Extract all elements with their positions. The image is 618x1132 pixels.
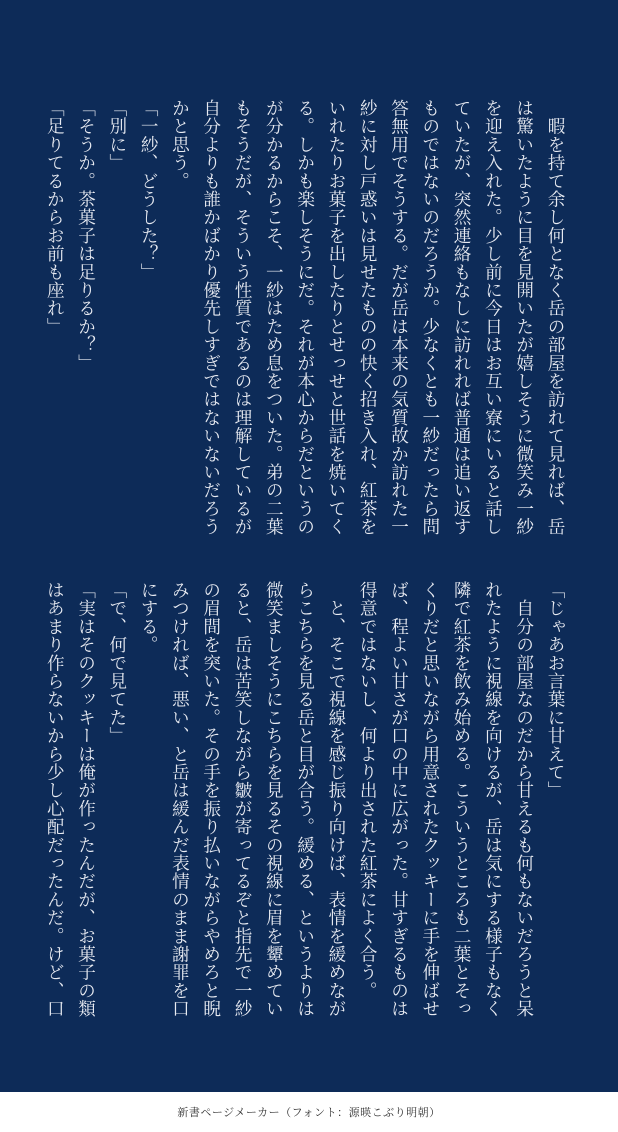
text-line: 「実はそのクッキーは俺が作ったんだが、お菓子の類 bbox=[75, 581, 96, 1018]
text-line: 「そうか。茶菓子は足りるか？」 bbox=[75, 99, 96, 372]
text-line: 答無用でそうする。だが岳は本来の気質故か訪れた一 bbox=[388, 99, 409, 536]
text-line: 「じゃあお言葉に甘えて」 bbox=[545, 581, 565, 800]
text-line: ば、程よい甘さが口の中に広がった。甘すぎるものは bbox=[388, 581, 409, 1018]
text-line: の眉間を突いた。その手を振り払いながらやめろと睨 bbox=[200, 581, 221, 1018]
text-line: もそうだが、そういう性質であるのは理解しているが bbox=[232, 99, 253, 536]
text-line: と、そこで視線を感じ振り向けば、表情を緩めなが bbox=[325, 581, 346, 1018]
text-block-bottom bbox=[38, 581, 570, 1018]
text-line: を迎え入れた。少し前に今日はお互い寮にいると話し bbox=[482, 99, 503, 536]
text-line: 「で、何で見てた」 bbox=[106, 581, 127, 745]
text-line: が分かるからこそ、一紗はため息をついた。弟の二葉 bbox=[263, 99, 284, 536]
text-line: 「一紗、どうした？」 bbox=[138, 99, 159, 281]
text-line: かと思う。 bbox=[169, 99, 190, 190]
text-line: 「足りてるからお前も座れ」 bbox=[44, 99, 65, 336]
text-line: 隣で紅茶を飲み始める。こういうところも二葉とそっ bbox=[451, 581, 472, 1018]
text-line: 得意ではないし、何より出された紅茶によく合う。 bbox=[357, 581, 378, 1000]
text-line: はあまり作らないから少し心配だったんだ。けど、口 bbox=[44, 581, 65, 1018]
text-line: くりだと思いながら用意されたクッキーに手を伸ばせ bbox=[419, 581, 440, 1018]
footer-credit: 新書ページメーカー（フォント：源暎こぶり明朝） bbox=[177, 1106, 441, 1119]
text-line: らこちらを見る岳と目が合う。緩める、というよりは bbox=[294, 581, 315, 1018]
text-line: ると、岳は苦笑しながら皺が寄ってるぞと指先で一紗 bbox=[232, 581, 253, 1018]
text-line: 紗に対し戸惑いは見せたものの快く招き入れ、紅茶を bbox=[357, 99, 378, 536]
text-line: にする。 bbox=[138, 581, 159, 654]
text-line: 自分よりも誰かばかり優先しすぎではないないだろう bbox=[200, 99, 221, 536]
text-line: る。しかも楽しそうにだ。それが本心からだというの bbox=[294, 99, 315, 536]
text-line: 自分の部屋なのだから甘えるも何もないだろうと呆 bbox=[513, 581, 534, 1018]
text-line: 暇を持て余し何となく岳の部屋を訪れて見れば、岳 bbox=[545, 99, 565, 536]
text-line: は驚いたように目を見開いたが嬉しそうに微笑み一紗 bbox=[513, 99, 534, 536]
text-line: ものではないのだろうか。少なくとも一紗だったら問 bbox=[419, 99, 440, 536]
text-line: 微笑ましそうにこちらを見るその視線に眉を顰めてい bbox=[263, 581, 284, 1018]
text-line: れたように視線を向けるが、岳は気にする様子もなく bbox=[482, 581, 503, 1018]
text-line: ていたが、突然連絡もなしに訪れれば普通は追い返す bbox=[451, 99, 472, 536]
text-line: みつければ、悪い、と岳は緩んだ表情のまま謝罪を口 bbox=[169, 581, 190, 1018]
text-line: いれたりお菓子を出したりとせっせと世話を焼いてく bbox=[325, 99, 346, 536]
text-block-top bbox=[38, 99, 570, 536]
text-line: 「別に」 bbox=[106, 99, 127, 172]
